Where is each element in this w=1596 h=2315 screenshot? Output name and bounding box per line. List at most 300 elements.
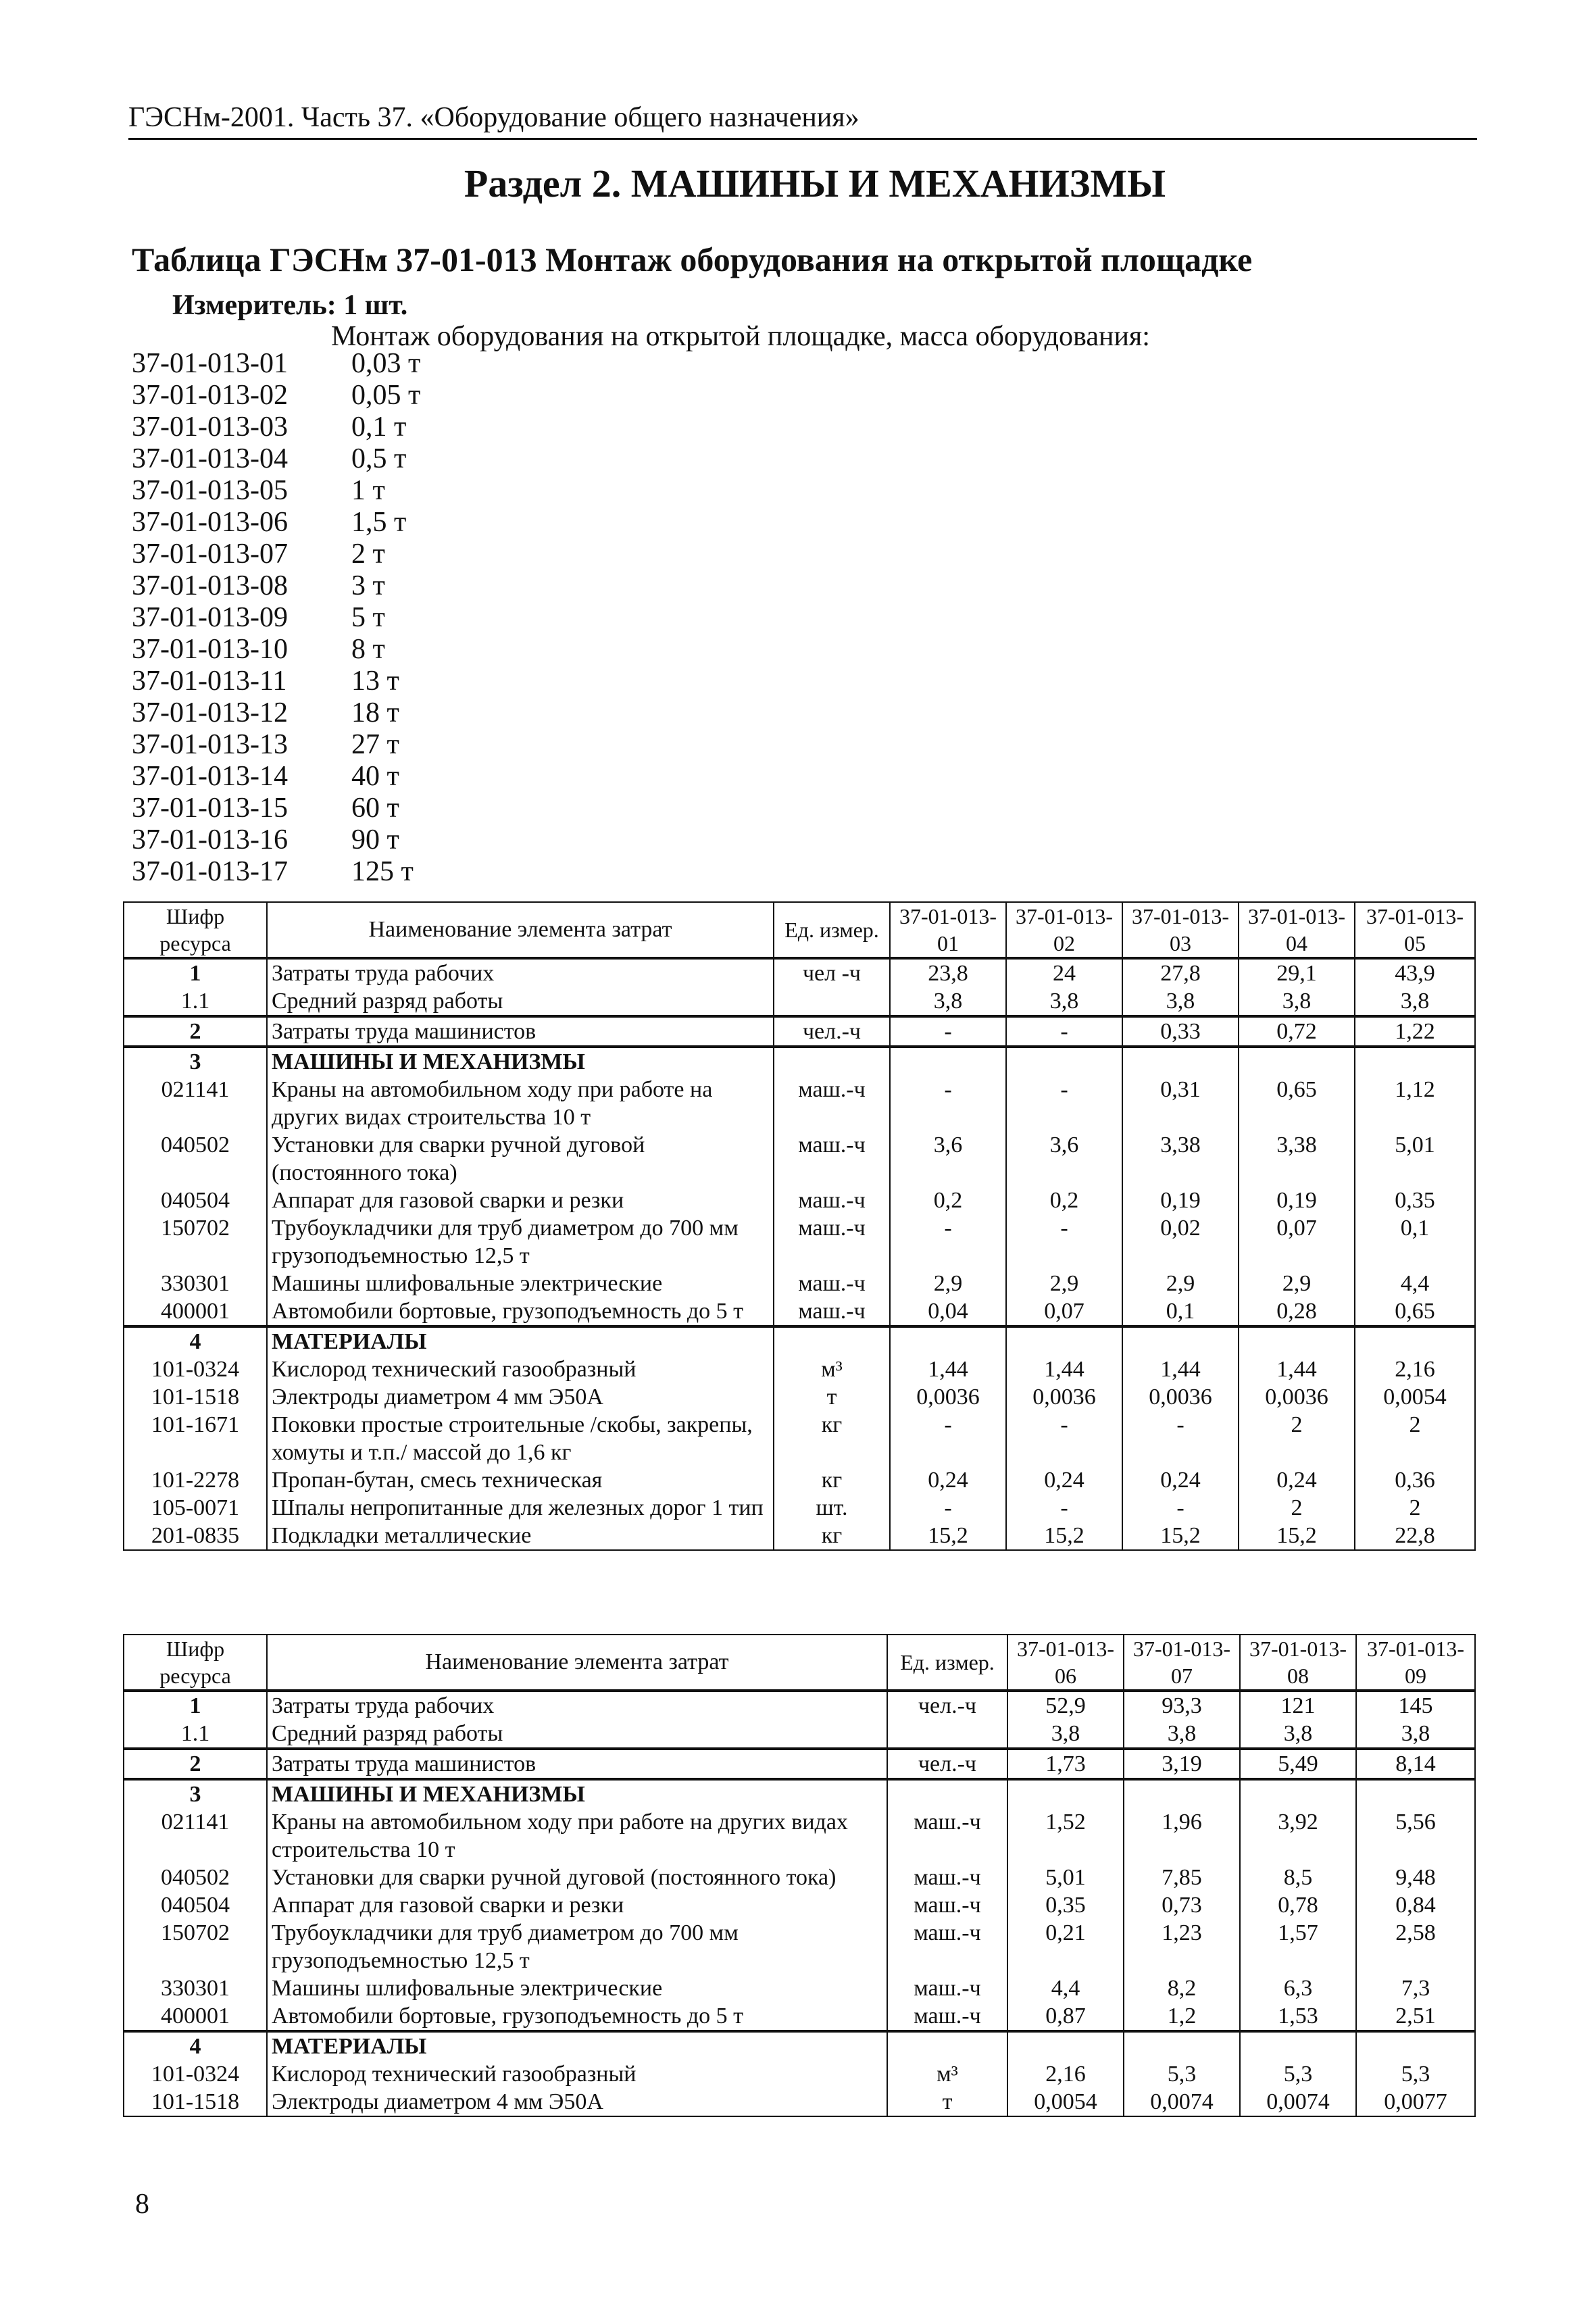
norm-value: 5,3 [1356,2060,1475,2088]
resource-code: 1.1 [124,1720,267,1749]
cost-element-name: Затраты труда рабочих [267,958,774,987]
resource-code: 101-1671 [124,1411,267,1466]
cost-element-name: Электроды диаметром 4 мм Э50А [267,2088,887,2116]
unit: маш.-ч [887,2002,1007,2031]
norm-value: 0,65 [1355,1297,1475,1326]
norm-value: - [890,1076,1006,1131]
norm-value [1355,1047,1475,1076]
norm-value: - [1122,1494,1239,1522]
norm-value: 2 [1239,1411,1355,1466]
norm-value: 0,2 [890,1187,1006,1214]
norm-value: 0,04 [890,1297,1006,1326]
header-norm-code: 37-01-013-06 [1007,1635,1124,1691]
code-list-item [132,760,420,792]
resource-code: 2 [124,1016,267,1047]
equipment-mass: 8 т [351,634,385,665]
table-row [124,1411,1475,1466]
norm-value: 43,9 [1355,958,1475,987]
norm-value [1356,1779,1475,1808]
norm-code: 37-01-013-08 [132,570,288,601]
norm-value: 0,1 [1355,1214,1475,1270]
norm-value: 2,9 [1239,1270,1355,1297]
cost-element-name: Установки для сварки ручной дуговой (постоянного тока) [267,1131,774,1187]
norm-value: 93,3 [1124,1691,1240,1720]
cost-element-name: Средний разряд работы [267,1720,887,1749]
resource-code: 3 [124,1779,267,1808]
work-description: Монтаж оборудования на открытой площадке, масса оборудования: [331,321,1150,352]
unit: маш.-ч [774,1214,890,1270]
norm-value: 3,8 [1007,1720,1124,1749]
norm-value: 3,8 [1006,987,1122,1016]
table-row [124,1779,1475,1808]
header-norm-code: 37-01-013-04 [1239,902,1355,958]
resource-code: 2 [124,1749,267,1779]
norm-value: 1,73 [1007,1749,1124,1779]
norm-value [1007,2031,1124,2060]
norm-value: 0,87 [1007,2002,1124,2031]
norm-value: 2 [1355,1494,1475,1522]
resource-code: 1.1 [124,987,267,1016]
norm-value: - [1006,1016,1122,1047]
norm-value: - [1006,1214,1122,1270]
table-row [124,1891,1475,1919]
unit: чел.-ч [887,1749,1007,1779]
cost-element-name: Автомобили бортовые, грузоподъемность до 5 т [267,1297,774,1326]
resource-code: 021141 [124,1076,267,1131]
unit [887,2031,1007,2060]
cost-element-name: Кислород технический газообразный [267,2060,887,2088]
resource-code: 330301 [124,1270,267,1297]
norm-value: 0,0054 [1007,2088,1124,2116]
table-row [124,1076,1475,1131]
table-row [124,1720,1475,1749]
resource-code: 101-1518 [124,2088,267,2116]
norm-value: 0,07 [1239,1214,1355,1270]
norm-value: 8,5 [1240,1864,1356,1891]
norm-code: 37-01-013-03 [132,412,288,443]
norm-value [1240,2031,1356,2060]
norm-value: 4,4 [1007,1974,1124,2002]
cost-element-name: Поковки простые строительные /скобы, закрепы, хомуты и т.п./ массой до 1,6 кг [267,1411,774,1466]
cost-element-name: Кислород технический газообразный [267,1355,774,1383]
unit: кг [774,1411,890,1466]
norm-value: 3,6 [890,1131,1006,1187]
cost-element-name: Затраты труда машинистов [267,1016,774,1047]
table-row [124,1016,1475,1047]
unit: т [887,2088,1007,2116]
table-row [124,1466,1475,1494]
norm-value [1355,1326,1475,1355]
norm-value: 5,01 [1355,1131,1475,1187]
cost-element-name: Затраты труда рабочих [267,1691,887,1720]
norm-value: 9,48 [1356,1864,1475,1891]
norm-value: 0,72 [1239,1016,1355,1047]
equipment-mass: 18 т [351,697,399,728]
norm-value: 2 [1239,1494,1355,1522]
norm-value: 2,51 [1356,2002,1475,2031]
norm-value: 3,8 [1239,987,1355,1016]
norm-value: 0,24 [1006,1466,1122,1494]
norm-code: 37-01-013-13 [132,729,288,760]
code-list-item [132,538,420,570]
table-row [124,1749,1475,1779]
norm-value: 1,44 [890,1355,1006,1383]
norm-value: 5,3 [1240,2060,1356,2088]
unit: чел.-ч [774,1016,890,1047]
norm-value: 27,8 [1122,958,1239,987]
table-row [124,1297,1475,1326]
norm-value: 0,24 [890,1466,1006,1494]
table-row [124,1808,1475,1864]
section-title: Раздел 2. МАШИНЫ И МЕХАНИЗМЫ [464,161,1166,205]
resource-code: 400001 [124,1297,267,1326]
equipment-mass: 27 т [351,729,399,760]
cost-element-name: Аппарат для газовой сварки и резки [267,1187,774,1214]
norm-value: 3,6 [1006,1131,1122,1187]
norm-value: 8,2 [1124,1974,1240,2002]
resource-code: 400001 [124,2002,267,2031]
unit [887,1779,1007,1808]
norm-value: 1,44 [1006,1355,1122,1383]
norm-value: 1,44 [1239,1355,1355,1383]
code-list-item [132,855,420,887]
code-list-item [132,665,420,697]
norm-value [890,1047,1006,1076]
table-row [124,1187,1475,1214]
code-list-item [132,697,420,728]
cost-element-name: Краны на автомобильном ходу при работе на других видах строительства 10 т [267,1076,774,1131]
norm-code: 37-01-013-14 [132,761,288,792]
unit: маш.-ч [774,1297,890,1326]
norm-value: 2,16 [1355,1355,1475,1383]
norm-value: 2,16 [1007,2060,1124,2088]
norm-value: 3,8 [1240,1720,1356,1749]
header-resource-code: Шифр ресурса [124,1635,267,1691]
resource-code: 4 [124,1326,267,1355]
code-list-item [132,506,420,538]
unit: маш.-ч [774,1187,890,1214]
table-row [124,1864,1475,1891]
cost-element-name: Трубоукладчики для труб диаметром до 700 мм грузоподъемностью 12,5 т [267,1919,887,1974]
code-list-item [132,474,420,506]
norm-value: 15,2 [1122,1522,1239,1550]
norm-value: 23,8 [890,958,1006,987]
norm-code: 37-01-013-02 [132,380,288,411]
norm-value: 0,19 [1122,1187,1239,1214]
norm-value: 0,31 [1122,1076,1239,1131]
code-list [132,347,420,887]
norm-value [1122,1047,1239,1076]
norm-code: 37-01-013-16 [132,824,288,855]
norm-value [1124,2031,1240,2060]
cost-element-name: Аппарат для газовой сварки и резки [267,1891,887,1919]
table-row [124,1270,1475,1297]
resource-code: 101-0324 [124,2060,267,2088]
norm-value: 15,2 [1006,1522,1122,1550]
page-number: 8 [135,2189,149,2220]
equipment-mass: 2 т [351,539,385,570]
resource-code: 040504 [124,1891,267,1919]
cost-element-name: Машины шлифовальные электрические [267,1974,887,2002]
norm-value: 0,24 [1122,1466,1239,1494]
equipment-mass: 0,03 т [351,348,421,379]
equipment-mass: 125 т [351,856,414,887]
norm-code: 37-01-013-04 [132,443,288,474]
equipment-mass: 1 т [351,475,385,506]
code-list-item [132,728,420,760]
norm-value: - [890,1214,1006,1270]
norm-value: 7,85 [1124,1864,1240,1891]
cost-element-name: МАШИНЫ И МЕХАНИЗМЫ [267,1047,774,1076]
norm-value: 7,3 [1356,1974,1475,2002]
norm-value: 2,9 [1122,1270,1239,1297]
norm-value [1239,1326,1355,1355]
resource-code: 040502 [124,1131,267,1187]
norm-value: 5,3 [1124,2060,1240,2088]
table-row [124,2031,1475,2060]
table-header-row [124,902,1475,958]
norm-value: 0,33 [1122,1016,1239,1047]
norm-value [1006,1047,1122,1076]
norm-value: 3,8 [1124,1720,1240,1749]
cost-element-name: Трубоукладчики для труб диаметром до 700 мм грузоподъемностью 12,5 т [267,1214,774,1270]
resource-code: 040502 [124,1864,267,1891]
unit: кг [774,1522,890,1550]
unit: т [774,1383,890,1411]
norms-table-2 [123,1634,1476,2117]
page-header: ГЭСНм-2001. Часть 37. «Оборудование общего назначения» [128,101,1477,140]
table-header-row [124,1635,1475,1691]
code-list-item [132,347,420,379]
norm-code: 37-01-013-17 [132,856,288,887]
norm-value: 6,3 [1240,1974,1356,2002]
norm-value: 0,0036 [1239,1383,1355,1411]
norm-value: 2 [1355,1411,1475,1466]
unit: маш.-ч [774,1270,890,1297]
norm-value: 0,36 [1355,1466,1475,1494]
equipment-mass: 60 т [351,793,399,824]
norm-value: 0,78 [1240,1891,1356,1919]
norm-code: 37-01-013-15 [132,793,288,824]
code-list-item [132,792,420,824]
header-unit: Ед. измер. [887,1635,1007,1691]
table-row [124,1131,1475,1187]
norm-code: 37-01-013-07 [132,539,288,570]
code-list-item [132,411,420,443]
unit [774,987,890,1016]
norm-value [1122,1326,1239,1355]
resource-code: 3 [124,1047,267,1076]
header-norm-code: 37-01-013-03 [1122,902,1239,958]
equipment-mass: 13 т [351,666,399,697]
norm-code: 37-01-013-10 [132,634,288,665]
norm-value: 0,35 [1007,1891,1124,1919]
norm-value: - [890,1411,1006,1466]
norm-value: 0,21 [1007,1919,1124,1974]
resource-code: 1 [124,1691,267,1720]
header-norm-code: 37-01-013-09 [1356,1635,1475,1691]
unit: чел -ч [774,958,890,987]
equipment-mass: 0,1 т [351,412,407,443]
norm-code: 37-01-013-12 [132,697,288,728]
equipment-mass: 0,5 т [351,443,407,474]
resource-code: 040504 [124,1187,267,1214]
cost-element-name: Краны на автомобильном ходу при работе на других видах строительства 10 т [267,1808,887,1864]
table-row [124,1522,1475,1550]
norm-value [1239,1047,1355,1076]
norm-value: 0,24 [1239,1466,1355,1494]
cost-element-name: Электроды диаметром 4 мм Э50А [267,1383,774,1411]
resource-code: 101-1518 [124,1383,267,1411]
cost-element-name: Затраты труда машинистов [267,1749,887,1779]
cost-element-name: Шпалы непропитанные для железных дорог 1 тип [267,1494,774,1522]
norm-value: - [1006,1411,1122,1466]
cost-element-name: Подкладки металлические [267,1522,774,1550]
norm-value: 8,14 [1356,1749,1475,1779]
norm-code: 37-01-013-11 [132,666,287,697]
norm-value: 1,23 [1124,1919,1240,1974]
header-norm-code: 37-01-013-05 [1355,902,1475,958]
unit: маш.-ч [887,1808,1007,1864]
norm-value: 0,0074 [1124,2088,1240,2116]
resource-code: 101-0324 [124,1355,267,1383]
equipment-mass: 90 т [351,824,399,855]
norm-value: 0,73 [1124,1891,1240,1919]
norm-value: 1,52 [1007,1808,1124,1864]
header-cost-element: Наименование элемента затрат [267,1635,887,1691]
unit: маш.-ч [774,1076,890,1131]
table-row [124,2060,1475,2088]
table-row [124,1355,1475,1383]
code-list-item [132,824,420,855]
norm-value: - [1122,1411,1239,1466]
norm-value: 15,2 [890,1522,1006,1550]
header-norm-code: 37-01-013-08 [1240,1635,1356,1691]
table-title: Таблица ГЭСНм 37-01-013 Монтаж оборудования на открытой площадке [132,241,1253,278]
table-row [124,1214,1475,1270]
header-cost-element: Наименование элемента затрат [267,902,774,958]
resource-code: 1 [124,958,267,987]
norm-value: 0,1 [1122,1297,1239,1326]
norm-value: - [1006,1076,1122,1131]
unit: м³ [887,2060,1007,2088]
unit [774,1047,890,1076]
table-row [124,1691,1475,1720]
resource-code: 105-0071 [124,1494,267,1522]
meter-unit: Измеритель: 1 шт. [172,290,408,321]
code-list-item [132,443,420,474]
table-row [124,1494,1475,1522]
norm-value: 5,49 [1240,1749,1356,1779]
norm-value: 0,0036 [1006,1383,1122,1411]
equipment-mass: 1,5 т [351,507,407,538]
norm-value: 1,53 [1240,2002,1356,2031]
norm-value: 3,92 [1240,1808,1356,1864]
resource-code: 150702 [124,1919,267,1974]
code-list-item [132,601,420,633]
norm-value: 2,58 [1356,1919,1475,1974]
table-row [124,958,1475,987]
norm-value: 1,57 [1240,1919,1356,1974]
unit: маш.-ч [887,1891,1007,1919]
equipment-mass: 5 т [351,602,385,633]
norm-value: 0,28 [1239,1297,1355,1326]
code-list-item [132,570,420,601]
unit: маш.-ч [887,1919,1007,1974]
norm-value: 0,2 [1006,1187,1122,1214]
norm-value [1006,1326,1122,1355]
norm-value: 0,0036 [890,1383,1006,1411]
norm-value: 29,1 [1239,958,1355,987]
table-row [124,1974,1475,2002]
norm-code: 37-01-013-05 [132,475,288,506]
norm-value: 0,0054 [1355,1383,1475,1411]
norm-value: 0,02 [1122,1214,1239,1270]
norm-value: - [1006,1494,1122,1522]
norm-value: 0,65 [1239,1076,1355,1131]
norm-value: 3,19 [1124,1749,1240,1779]
unit [774,1326,890,1355]
norm-value: 0,84 [1356,1891,1475,1919]
norm-value [1240,1779,1356,1808]
cost-element-name: Автомобили бортовые, грузоподъемность до 5 т [267,2002,887,2031]
header-norm-code: 37-01-013-02 [1006,902,1122,958]
unit: маш.-ч [887,1864,1007,1891]
cost-element-name: МАТЕРИАЛЫ [267,1326,774,1355]
equipment-mass: 40 т [351,761,399,792]
norm-value: 5,56 [1356,1808,1475,1864]
norms-table-1 [123,901,1476,1551]
norm-value: 121 [1240,1691,1356,1720]
norm-value: 1,96 [1124,1808,1240,1864]
norm-value [1124,1779,1240,1808]
norm-code: 37-01-013-09 [132,602,288,633]
header-norm-code: 37-01-013-07 [1124,1635,1240,1691]
norm-value: 2,9 [890,1270,1006,1297]
norm-value: 2,9 [1006,1270,1122,1297]
norm-value: 3,38 [1122,1131,1239,1187]
norm-value [1007,1779,1124,1808]
norm-value: 5,01 [1007,1864,1124,1891]
norm-value: 3,8 [890,987,1006,1016]
table-row [124,987,1475,1016]
unit: чел.-ч [887,1691,1007,1720]
norm-value: 0,07 [1006,1297,1122,1326]
norm-value: 3,8 [1122,987,1239,1016]
resource-code: 330301 [124,1974,267,2002]
norm-value [1356,2031,1475,2060]
norm-value: 52,9 [1007,1691,1124,1720]
cost-element-name: Машины шлифовальные электрические [267,1270,774,1297]
norm-value: - [890,1016,1006,1047]
cost-element-name: Средний разряд работы [267,987,774,1016]
header-norm-code: 37-01-013-01 [890,902,1006,958]
norm-value: 3,38 [1239,1131,1355,1187]
norm-value: 1,12 [1355,1076,1475,1131]
cost-element-name: МАШИНЫ И МЕХАНИЗМЫ [267,1779,887,1808]
resource-code: 201-0835 [124,1522,267,1550]
cost-element-name: МАТЕРИАЛЫ [267,2031,887,2060]
norm-code: 37-01-013-06 [132,507,288,538]
header-unit: Ед. измер. [774,902,890,958]
norm-value: 3,8 [1356,1720,1475,1749]
norm-value: 0,0077 [1356,2088,1475,2116]
norm-value: 145 [1356,1691,1475,1720]
resource-code: 021141 [124,1808,267,1864]
norm-code: 37-01-013-01 [132,348,288,379]
table-row [124,2088,1475,2116]
table-row [124,1383,1475,1411]
